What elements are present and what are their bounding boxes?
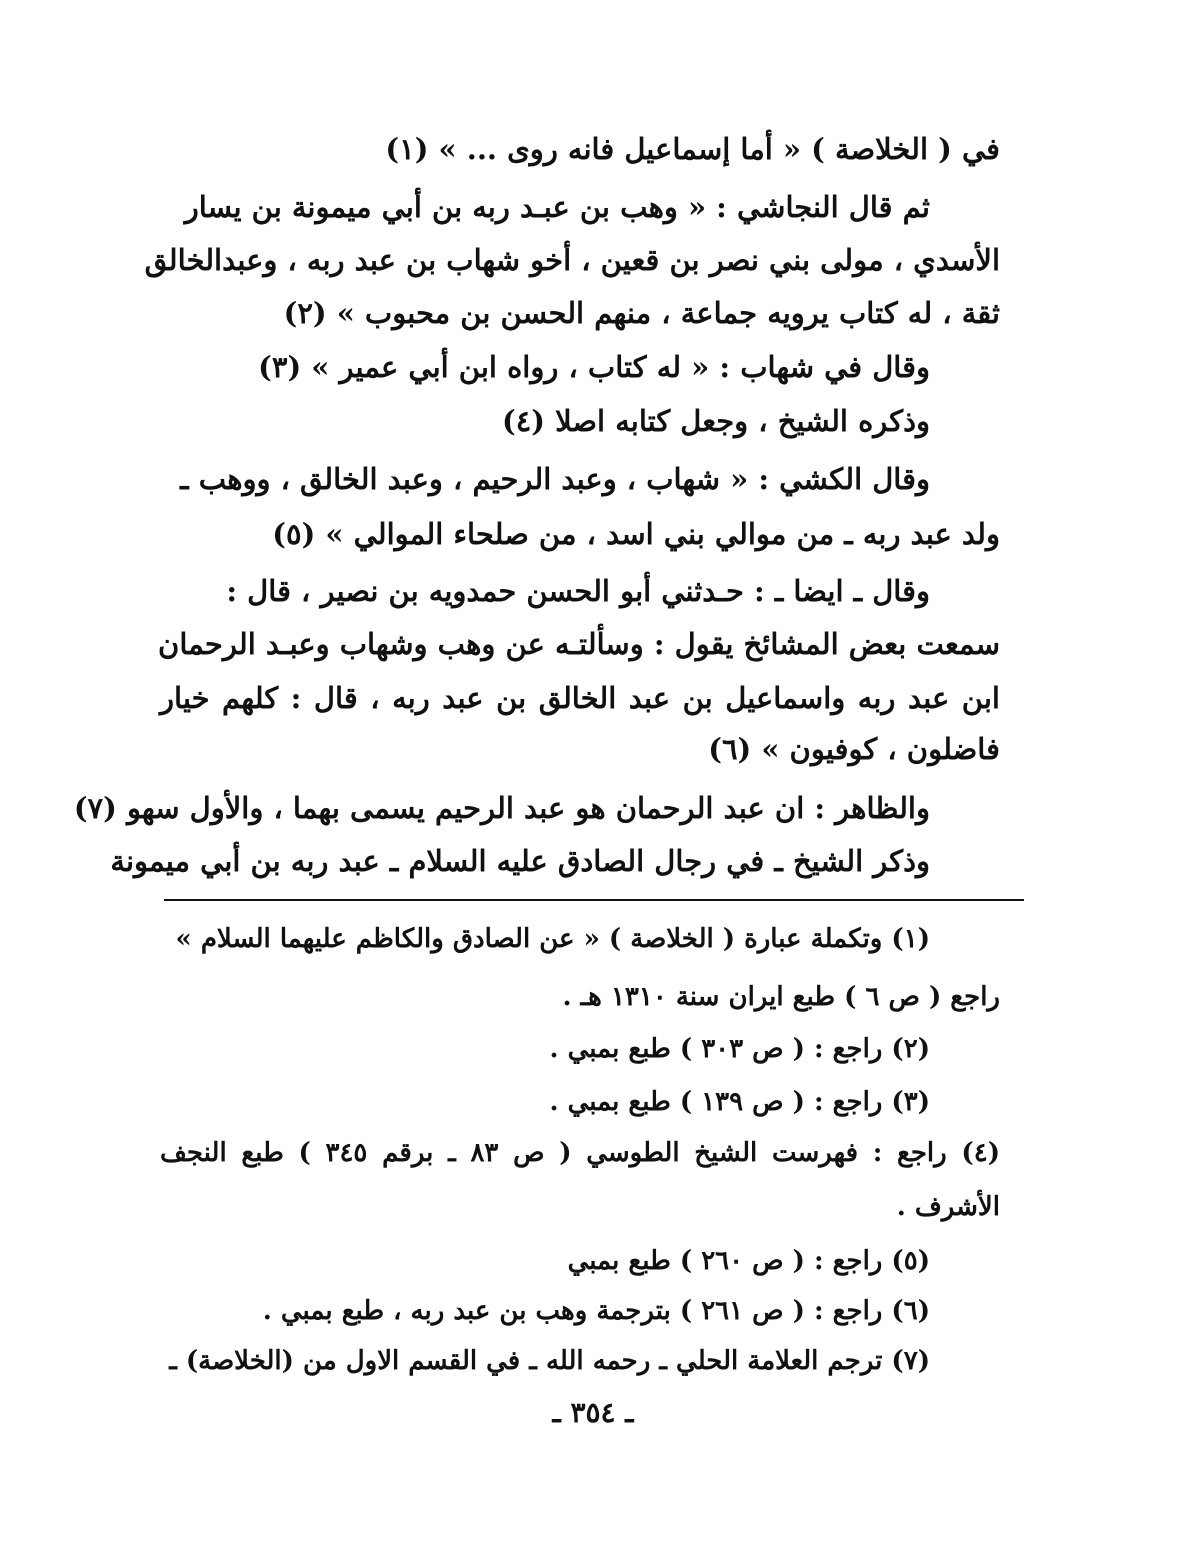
body-line-12: فاضلون ، كوفيون » (٦) [708,732,1000,766]
footnote-5: (٥) راجع : ( ص ٢٦٠ ) طبع بمبي [567,1246,930,1276]
body-line-4: ثقة ، له كتاب يرويه جماعة ، منهم الحسن بن محبوب » (٢) [283,296,1000,330]
footnote-1-line-2: راجع ( ص ٦ ) طبع ايران سنة ١٣١٠ هـ . [562,982,1000,1012]
footnote-2: (٢) راجع : ( ص ٣٠٣ ) طبع بمبي . [549,1034,930,1064]
page-number: ـ ٣٥٤ ـ [552,1396,634,1429]
body-line-8: ولد عبد ربه ـ من موالي بني اسد ، من صلحاء الموالي » (٥) [272,517,1000,551]
footnote-3: (٣) راجع : ( ص ١٣٩ ) طبع بمبي . [549,1087,930,1117]
footnote-separator [164,899,1024,901]
body-line-14: وذكر الشيخ ـ في رجال الصادق عليه السلام ـ عبد ربه بن أبي ميمونة [110,844,930,878]
footnote-4-line-2: الأشرف . [896,1192,1000,1222]
body-line-10: سمعت بعض المشائخ يقول : وسألتـه عن وهب وشهاب وعبـد الرحمان [158,627,1000,661]
body-line-3: الأسدي ، مولى بني نصر بن قعين ، أخو شهاب بن عبد ربه ، وعبدالخالق [144,243,1000,277]
footnote-7: (٧) ترجم العلامة الحلي ـ رحمه الله ـ في القسم الاول من (الخلاصة) ـ [169,1346,930,1376]
body-line-7: وقال الكشي : « شهاب ، وعبد الرحيم ، وعبد الخالق ، ووهب ـ [180,462,930,496]
body-line-1: في ( الخلاصة ) « أما إسماعيل فانه روى ... » (١) [385,132,1000,166]
body-line-9: وقال ـ ايضا ـ : حـدثني أبو الحسن حمدويه بن نصير ، قال : [226,574,930,608]
footnote-1-line-1: (١) وتكملة عبارة ( الخلاصة ) « عن الصادق والكاظم عليهما السلام » [175,924,930,954]
body-line-13: والظاهر : ان عبد الرحمان هو عبد الرحيم يسمى بهما ، والأول سهو (٧) [73,791,930,825]
footnote-4-line-1: (٤) راجع : فهرست الشيخ الطوسي ( ص ٨٣ ـ برقم ٣٤٥ ) طبع النجف [160,1138,1000,1168]
body-line-2: ثم قال النجاشي : « وهب بن عبـد ربه بن أبي ميمونة بن يسار [184,190,930,224]
body-line-11: ابن عبد ربه واسماعيل بن عبد الخالق بن عبد ربه ، قال : كلهم خيار [160,681,1000,715]
body-line-6: وذكره الشيخ ، وجعل كتابه اصلا (٤) [501,404,930,438]
body-line-5: وقال في شهاب : « له كتاب ، رواه ابن أبي عمير » (٣) [258,350,930,384]
footnote-6: (٦) راجع : ( ص ٢٦١ ) بترجمة وهب بن عبد ربه ، طبع بمبي . [262,1296,930,1326]
